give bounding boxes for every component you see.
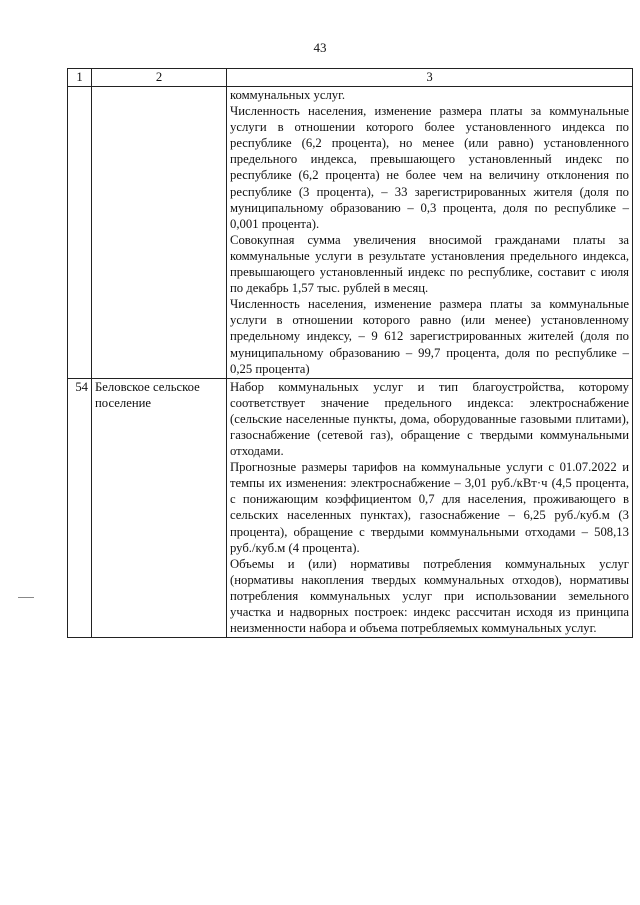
table-row-continued [68,87,633,379]
paragraph: Совокупная сумма увеличения вносимой гражданами платы за коммунальные услуги в результате установления предельного индекса, превышающего установленный индекс по республике, составит с июля по декабрь 1,57 тыс. рублей в месяц. [230,232,629,296]
scan-artifact-mark [18,597,34,598]
paragraph: Набор коммунальных услуг и тип благоустройства, которому соответствует значение предельного индекса: электроснабжение (сельские населенные пункты, дома, оборудованные газовыми плитами), газоснабжение (сетевой газ), обращение с твердыми коммунальными отходами. [230,379,629,459]
row-description [227,378,633,638]
row-name: Беловское сельское поселение [92,378,227,638]
paragraph: Численность населения, изменение размера платы за коммунальные услуги в отношении которого более установленного индекса по республике (6,2 процента), но менее (или равно) установленного предельного индекса, превышающего установленный индекс по республике (6,2 процента) не более чем на величину отклонения по республике (3 процента), – 33 зарегистрированных жителя (доля по муниципальному образованию – 0,3 процента, доля по республике – 0,001 процента). [230,104,629,231]
paragraph: коммунальных услуг. [230,88,346,102]
row-number [68,87,92,379]
paragraph: Прогнозные размеры тарифов на коммунальные услуги с 01.07.2022 и темпы их изменения: электроснабжение – 3,01 руб./кВт·ч (4,5 процента, с понижающим коэффициентом 0,7 для населения, проживающего в сельских населенных пунктах), газоснабжение – 6,25 руб./куб.м (3 процента), обращение с твердыми коммунальными отходами – 508,13 руб./куб.м (4 процента). [230,460,629,555]
page-number: 43 [313,40,327,55]
paragraph: Объемы и (или) нормативы потребления коммунальных услуг (нормативы накопления твердых коммунальных отходов), нормативы потребления коммунальных услуг при использовании земельного участка и надворных построек: индекс рассчитан исходя из принципа неизменности набора и объема потребляемых коммунальных услуг. [230,556,629,636]
table-header-row [68,69,633,87]
paragraph: Численность населения, изменение размера платы за коммунальные услуги в отношении которого равно (или менее) установленному предельному индексу, – 9 612 зарегистрированных жителей (доля по муниципальному образованию – 99,7 процента, доля по республике – 0,25 процента) [230,297,629,376]
column-header-description: 3 [227,69,633,87]
column-header-number: 1 [68,69,92,87]
document-table [67,68,633,638]
column-header-name: 2 [92,69,227,87]
row-description [227,87,633,379]
table-row-54 [68,378,633,638]
row-number: 54 [68,378,92,638]
row-name [92,87,227,379]
